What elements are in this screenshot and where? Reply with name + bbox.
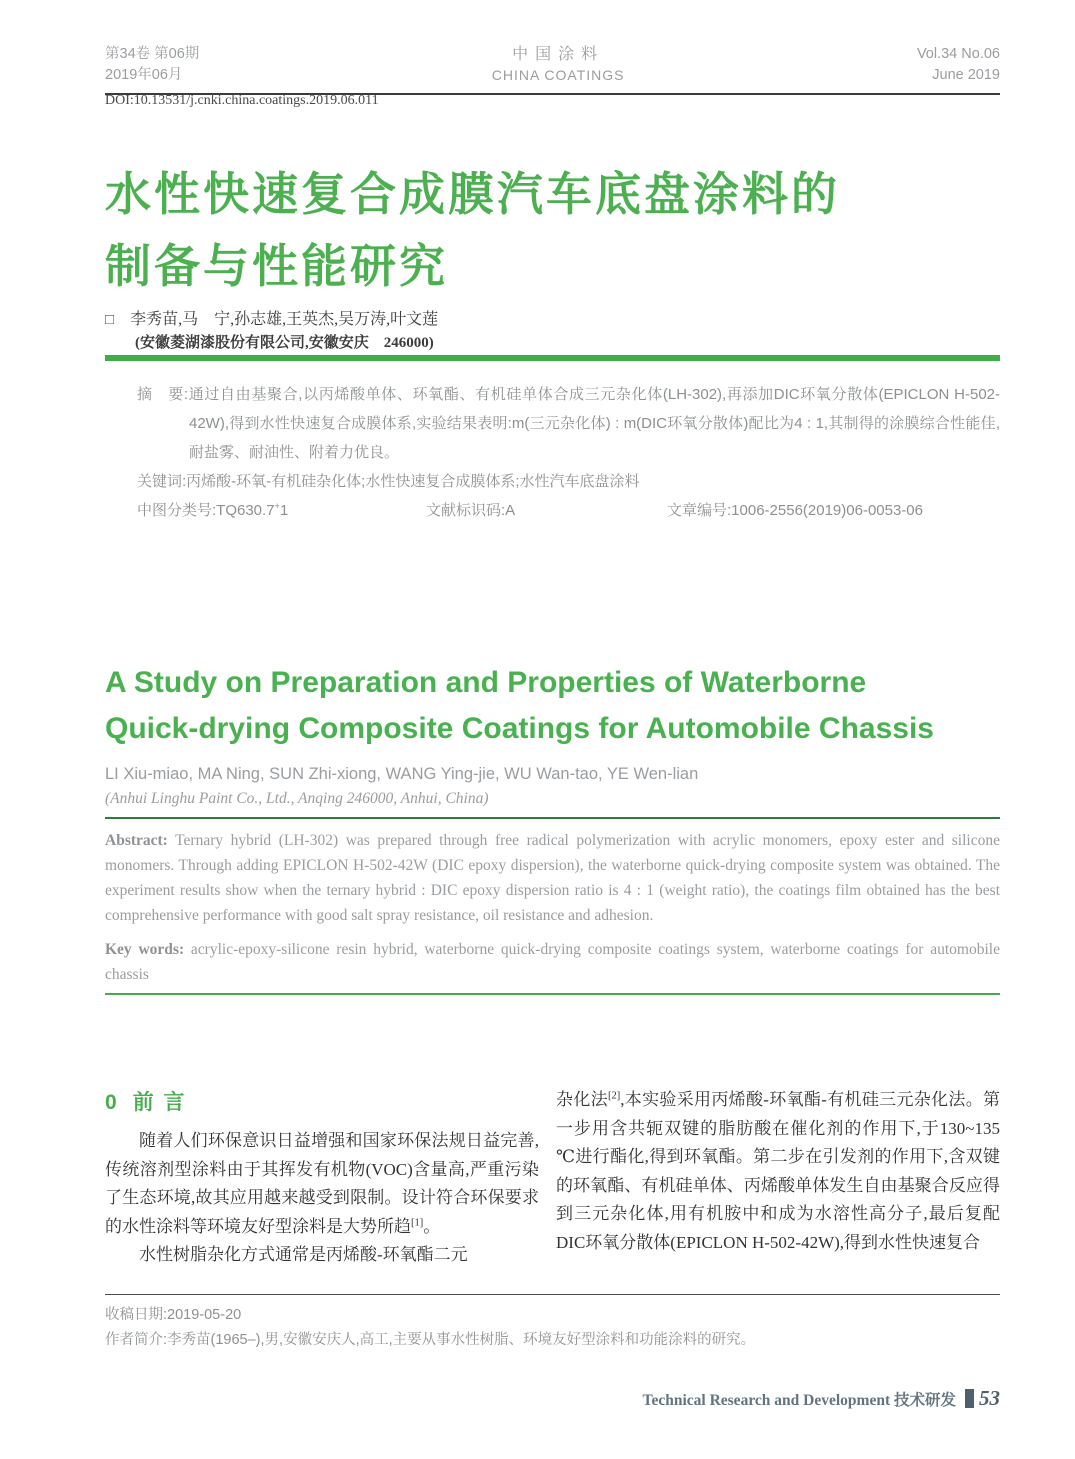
article-title-cn-line1: 水性快速复合成膜汽车底盘涂料的 — [105, 168, 840, 220]
author-names-cn: 李秀苗,马 宁,孙志雄,王英杰,吴万涛,叶文莲 — [130, 311, 439, 328]
classification-row — [137, 496, 1000, 525]
date-en: June 2019 — [932, 67, 1000, 83]
citation-2: [2] — [607, 1090, 621, 1102]
abstract-en — [105, 828, 1000, 928]
document-code: 文献标识码:A — [426, 502, 516, 519]
body-paragraph-2-continued: 杂化法[2],本实验采用丙烯酸-环氧酯-有机硅三元杂化法。第一步用含共轭双键的脂肪酸在催化剂的作用下,于130~135 ℃进行酯化,得到环氧酯。第二步在引发剂的作用下,含双键的环氧酯、有机硅单体、丙烯酸单体发生自由基聚合反应得到三元杂化体,用有机胺中和成为水溶性高分子,最后复配DIC环氧分散体(EPICLON H-502-42W),得到水性快速复合 — [556, 1090, 1000, 1252]
authors-cn — [105, 306, 1000, 329]
volume-issue-cn: 第34卷 第06期 — [105, 46, 200, 62]
affiliation-en: (Anhui Linghu Paint Co., Ltd., Anqing 246000, Anhui, China) — [105, 790, 489, 807]
body-columns — [105, 1086, 1000, 1298]
keywords-cn-label: 关键词: — [137, 473, 187, 490]
abstract-cn-label: 摘 要: — [137, 386, 189, 403]
keywords-cn-text: 丙烯酸-环氧-有机硅杂化体;水性快速复合成膜体系;水性汽车底盘涂料 — [186, 473, 640, 490]
page-footer — [105, 1386, 1000, 1411]
footer-section-en: Technical Research and Development — [642, 1392, 891, 1409]
body-column-left — [105, 1086, 539, 1298]
journal-issue-en — [917, 44, 1000, 86]
footer-bar-icon — [965, 1389, 974, 1408]
green-divider-thin — [105, 993, 1000, 995]
volume-issue-en: Vol.34 No.06 — [916, 46, 1000, 62]
doi-line: DOI:10.13531/j.cnki.china.coatings.2019.06.011 — [105, 93, 379, 108]
body-paragraph-2: 水性树脂杂化方式通常是丙烯酸-环氧酯二元 — [139, 1245, 468, 1264]
section-number: 0 — [105, 1091, 119, 1114]
dark-green-divider — [105, 817, 1000, 819]
citation-1: [1] — [411, 1216, 424, 1228]
section-heading — [105, 1086, 539, 1116]
affiliation-cn: (安徽菱湖漆股份有限公司,安徽安庆 246000) — [135, 335, 434, 351]
authors-en: LI Xiu-miao, MA Ning, SUN Zhi-xiong, WANG Ying-jie, WU Wan-tao, YE Wen-lian — [105, 765, 699, 783]
keywords-en-text: acrylic-epoxy-silicone resin hybrid, waterborne quick-drying composite coatings system, waterborne coatings for automobile chassis — [105, 941, 1000, 983]
footnote-block — [105, 1294, 1000, 1353]
article-title-en-line1: A Study on Preparation and Properties of Waterborne — [105, 666, 867, 699]
body-paragraph-1: 随着人们环保意识日益增强和国家环保法规日益完善,传统溶剂型涂料由于其挥发有机物(VOC)含量高,严重污染了生态环境,故其应用越来越受到限制。设计符合环保要求的水性涂料等环境友好型涂料是大势所趋[1]。 — [105, 1131, 539, 1236]
abstract-cn-text: 通过自由基聚合,以丙烯酸单体、环氧酯、有机硅单体合成三元杂化体(LH-302),再添加DIC环氧分散体(EPICLON H-502-42W),得到水性快速复合成膜体系,实验结果表明:m(三元杂化体) : m(DIC环氧分散体)配比为4 : 1,其制得的涂膜综合性能佳,耐盐雾、耐油性、附着力优良。 — [188, 386, 1000, 461]
abstract-en-label: Abstract: — [105, 832, 168, 849]
article-title-cn-line2: 制备与性能研究 — [105, 240, 448, 292]
abstract-en-text: Ternary hybrid (LH-302) was prepared through free radical polymerization with acrylic monomers, epoxy ester and silicone monomers. Through adding EPICLON H-502-42W (DIC epoxy dispersion), the waterborne quick-drying composite system was obtained. The experiment results show when the ternary hybrid : DIC epoxy dispersion ratio is 4 : 1 (weight ratio), the coatings film obtained has the best comprehensive performance with good salt spray resistance, oil resistance and adhesion. — [105, 832, 1000, 924]
journal-name-en: CHINA COATINGS — [491, 67, 625, 83]
keywords-en — [105, 937, 1000, 987]
author-marker-icon: □ — [105, 312, 115, 328]
journal-header — [105, 44, 1000, 95]
footer-section-cn: 技术研发 — [893, 1392, 956, 1409]
chinese-meta-block — [105, 380, 1000, 525]
article-title-en-line2: Quick-drying Composite Coatings for Automobile Chassis — [105, 712, 934, 745]
date-cn: 2019年06月 — [105, 67, 183, 83]
journal-name — [492, 44, 625, 86]
author-bio-line: 作者简介:李秀苗(1965–),男,安徽安庆人,高工,主要从事水性树脂、环境友好型涂料和功能涂料的研究。 — [105, 1332, 756, 1348]
article-title-en — [105, 660, 1000, 752]
journal-issue-cn — [105, 44, 199, 86]
abstract-cn — [137, 380, 1000, 467]
page-number: 53 — [979, 1386, 1000, 1410]
clc-number: 中图分类号:TQ630.7+1 — [137, 501, 289, 519]
received-date-line: 收稿日期:2019-05-20 — [105, 1307, 242, 1323]
journal-name-cn: 中国涂料 — [512, 46, 605, 63]
section-title: 前 言 — [132, 1091, 187, 1114]
english-block — [105, 660, 1000, 995]
article-id: 文章编号:1006-2556(2019)06-0053-06 — [667, 502, 923, 519]
body-column-right — [556, 1086, 1000, 1298]
clc-superscript: + — [274, 501, 280, 511]
green-divider-bar — [105, 355, 1000, 361]
keywords-cn — [137, 467, 1000, 496]
keywords-en-label: Key words: — [105, 941, 185, 958]
article-title-cn — [105, 158, 1000, 302]
